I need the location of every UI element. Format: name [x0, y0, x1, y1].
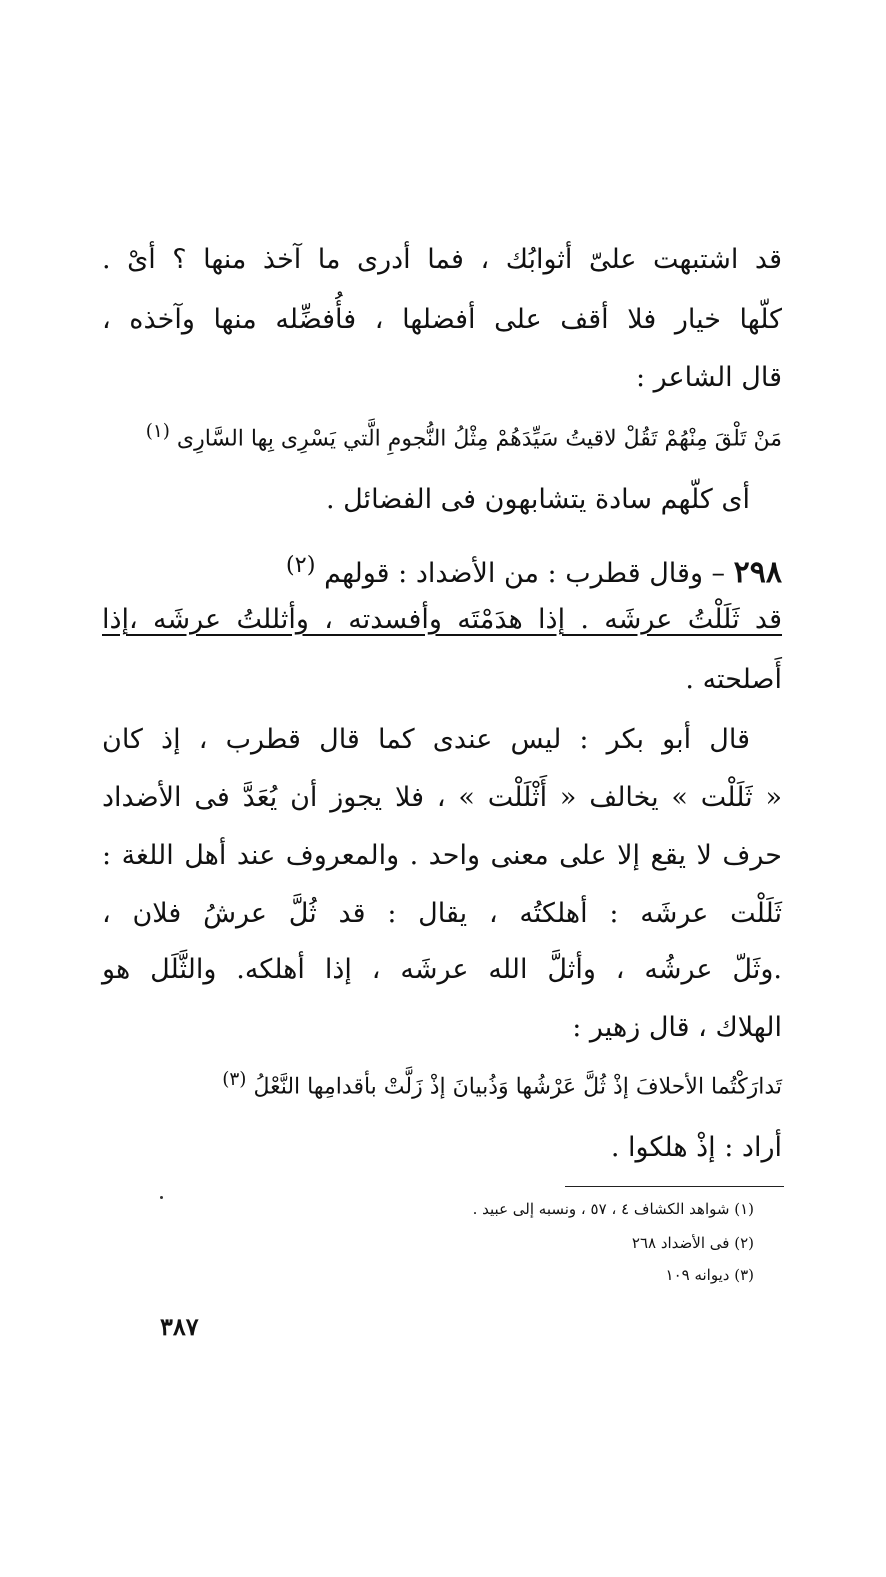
- verse-line-1: [102, 412, 782, 459]
- body-line-3: [102, 358, 782, 398]
- body-text: .وثَلّ عرشُه ، وأثلَّ الله عرشَه ، إذا أهلكه. والثَّلَل هو: [102, 954, 782, 985]
- page-number: ٣٨٧: [160, 1312, 199, 1341]
- body-text: كلّها خيار فلا أقف على أفضلها ، فأُفضِّله منها وآخذه ،: [102, 304, 782, 335]
- body-text: أى كلّهم سادة يتشابهون فى الفضائل .: [325, 484, 750, 515]
- body-line-9: [102, 720, 750, 760]
- body-line-13: [102, 950, 782, 990]
- verse-text: مَنْ تَلْقَ مِنْهُمْ تَقُلْ لاقيتُ سَيِّدَهُمْ مِثْلُ النُّجومِ الَّتي يَسْرِى بِها السَّارِى: [176, 426, 782, 452]
- body-line-14: [102, 1008, 782, 1048]
- body-text: قال الشاعر :: [635, 362, 782, 393]
- body-text: أَصلحته .: [685, 664, 782, 695]
- body-text: – وقال قطرب : من الأضداد : قولهم: [324, 558, 726, 589]
- body-text: قال أبو بكر : ليس عندى كما قال قطرب ، إذ كان: [102, 724, 750, 755]
- body-line-8: [102, 660, 782, 700]
- footnote-marker-1: (١): [145, 421, 170, 442]
- footnote-3: (٣) ديوانه ١٠٩: [665, 1266, 754, 1284]
- print-speck: [160, 1196, 163, 1199]
- body-line-5: [102, 480, 750, 520]
- body-line-16: [102, 1128, 782, 1168]
- entry-line-298: [102, 545, 782, 594]
- body-text: أراد : إذْ هلكوا .: [610, 1132, 782, 1163]
- footnote-marker-2: (٢): [285, 552, 316, 578]
- footnote-1: (١) شواهد الكشاف ٤ ، ٥٧ ، ونسبه إلى عبيد .: [472, 1200, 754, 1218]
- footnote-2: (٢) فى الأضداد ٢٦٨: [631, 1234, 754, 1252]
- body-line-1: [102, 240, 782, 280]
- verse-text: تَدارَكْتُما الأحلافَ إذْ ثُلَّ عَرْشُها وَذُبيانَ إذْ زَلَّتْ بأقدامِها النَّعْلُ: [253, 1074, 782, 1100]
- verse-line-2: [102, 1060, 782, 1107]
- footnote-marker-3: (٣): [222, 1069, 247, 1090]
- body-text: قد اشتبهت علىّ أثوابُك ، فما أدرى ما آخذ منها ؟ أىْ .: [102, 244, 782, 275]
- body-line-2: [102, 300, 782, 340]
- body-text: « ثَلَلْت » يخالف « أَثْلَلْت » ، فلا يجوز أن يُعَدَّ فى الأضداد: [102, 782, 782, 813]
- body-line-12: [102, 894, 782, 934]
- body-text: حرف لا يقع إلا على معنى واحد . والمعروف عند أهل اللغة :: [102, 840, 782, 871]
- body-line-11: [102, 836, 782, 876]
- entry-number: ٢٩٨: [733, 555, 782, 590]
- body-line-7: [102, 600, 782, 640]
- body-text: قد ثَلَلْتُ عرشَه . إذا هدَمْتَه وأفسدته ، وأثللتُ عرشَه ،إذا: [102, 604, 782, 635]
- body-text: ثَلَلْت عرشَه : أهلكتُه ، يقال : قد ثُلَّ عرشُ فلان ،: [102, 898, 782, 929]
- body-line-10: [102, 778, 782, 818]
- footnote-separator: [565, 1186, 784, 1187]
- body-text: الهلاك ، قال زهير :: [572, 1012, 782, 1043]
